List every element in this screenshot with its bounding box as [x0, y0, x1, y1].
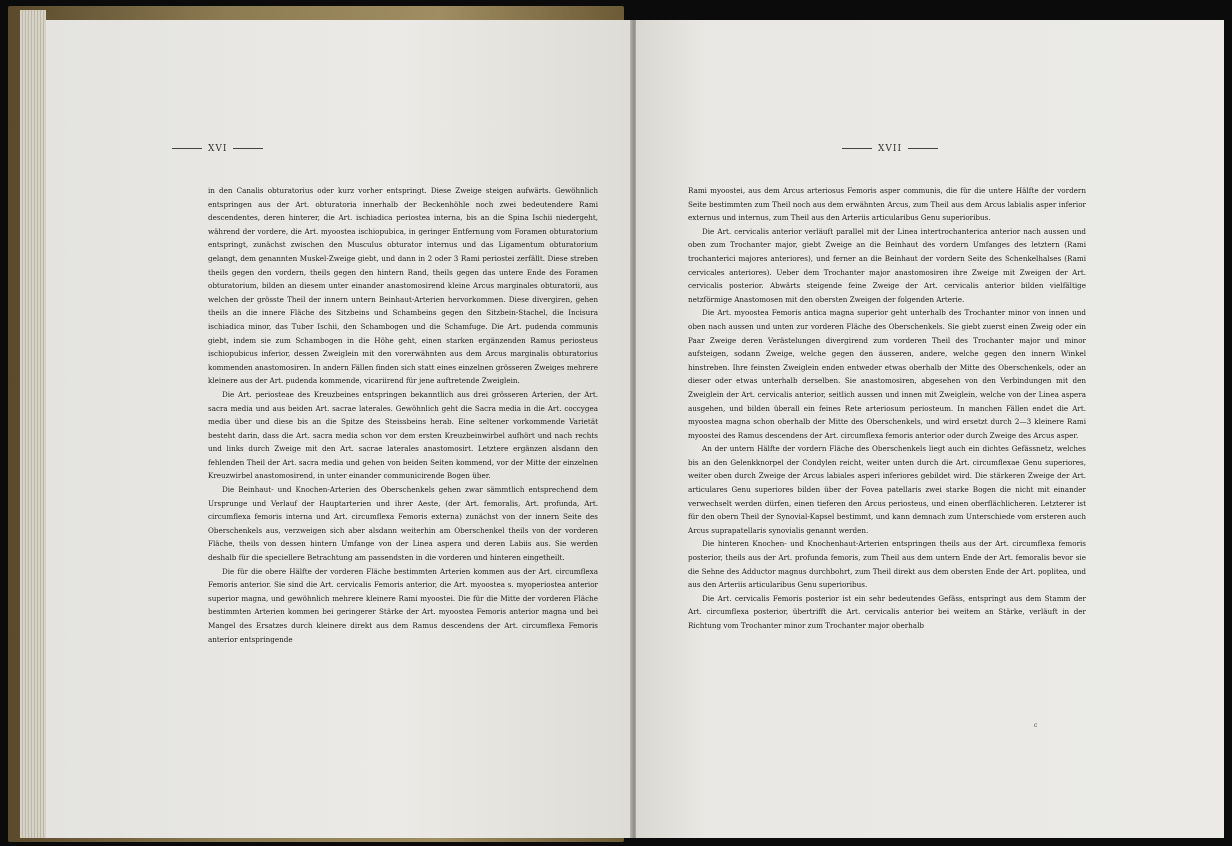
right-paragraph-2: Die Art. cervicalis anterior verläuft parallel mit der Linea intertrochanterica anterior nach aussen und oben zum Trochanter major, giebt Zweige an die Beinhaut des vordern Umfanges des letztern (Rami trochanterici majores anteriores), und ferner an die Beinhaut der vordern Seite des Schenkelhalses (Rami cervicales anteriores). Ueber dem Trochanter major anastomosiren ihre Zweige mit Zweigen der Art. cervicalis posterior. Abwärts steigende feine Zweige der Art. cervicalis anterior bilden vielfältige netzförmige Anastomosen mit den obersten Zweigen der folgenden Arterie.: [688, 226, 1086, 304]
right-page-number: [836, 144, 944, 154]
left-paragraph-3: Die Beinhaut- und Knochen-Arterien des Oberschenkels gehen zwar sämmtlich entsprechend dem Ursprunge und Verlauf der Hauptarterien und ihrer Aeste, (der Art. femoralis, Art. profunda, Art. circumflexa femoris interna und Art. circumflexa Femoris externa) zunächst von der innern Seite des Oberschenkels aus, verzweigen sich aber alsdann weiterhin am Oberschenkel theils von der vorderen Fläche, theils von dessen hintern Umfange von der Linea aspera und deren Labiis aus. Sie werden deshalb für die speciellere Betrachtung am passendsten in die vorderen und hinteren eingetheilt.: [208, 485, 598, 563]
right-paragraph-4: An der untern Hälfte der vordern Fläche des Oberschenkels liegt auch ein dichtes Gefässnetz, welches bis an den Gelenkknorpel der Condylen reicht, weiter unten durch die Art. circumflexae Genu superiores, weiter oben durch Zweige der Arcus labiales asperi inferiores gebildet wird. Die stärkeren Zweige der Art. articulares Genu superiores bilden über der Fovea patellaris zwei starke Bogen die nicht mit einander verwechselt werden dürfen, einen tieferen den Arcus periosteus, und einen oberflächlicheren. Letzterer ist für den obern Theil der Synovial-Kapsel bestimmt, und kann demnach zum Unterschiede vom ersteren auch Arcus suprapatellaris synovialis genannt werden.: [688, 444, 1086, 535]
page-number-rule: [233, 148, 263, 149]
right-page-body: [688, 184, 1086, 633]
right-paragraph-1: Rami myoostei, aus dem Arcus arteriosus Femoris asper communis, die für die untere Hälfte der vordern Seite bestimmten zum Theil noch aus dem erwähnten Arcus, zum Theil aus dem Arcus labialis asper inferior externus und internus, zum Theil aus den Arteriis articularibus Genu superioribus.: [688, 186, 1086, 223]
right-page-number-text: XVII: [878, 144, 903, 154]
right-paragraph-5: Die hinteren Knochen- und Knochenhaut-Arterien entspringen theils aus der Art. circumflexa femoris posterior, theils aus der Art. profunda femoris, zum Theil aus dem untern Ende der Art. femoralis bevor sie die Sehne des Adductor magnus durchbohrt, zum Theil direkt aus dem obersten Ende der Art. poplitea, und aus den Arteriis articularibus Genu superioribus.: [688, 539, 1086, 590]
right-paragraph-6: Die Art. cervicalis Femoris posterior ist ein sehr bedeutendes Gefäss, entspringt aus dem Stamm der Art. circumflexa posterior, übertrifft die Art. cervicalis anterior bei weitem an Stärke, verläuft in der Richtung vom Trochanter minor zum Trochanter major oberhalb: [688, 593, 1086, 630]
left-page-body: [208, 184, 598, 646]
right-paragraph-3: Die Art. myoostea Femoris antica magna superior geht unterhalb des Trochanter minor von innen und oben nach aussen und unten zur vorderen Fläche des Oberschenkels. Sie giebt zuerst einen Zweig oder ein Paar Zweige deren Verästelungen divergirend zum vorderen Theil des Trochanter major und minor aufsteigen, sodann Zweige, welche gegen den äusseren, andere, welche gegen den innern Winkel hinstreben. Ihre feinsten Zweiglein enden entweder etwas oberhalb der Mitte des Oberschenkels, oder an dieser oder etwas unterhalb derselben. Sie anastomosiren, abgesehen von den Verbindungen mit den Zweiglein der Art. cervicalis anterior, seitlich aussen und innen mit Zweiglein, welche von der Linea aspera ausgehen, und bilden überall ein feines Rete arteriosum periosteum. In manchen Fällen endet die Art. myoostea magna schon oberhalb der Mitte des Oberschenkels, und wird ersetzt durch 2—3 kleinere Rami myoostei des Ramus descendens der Art. circumflexa femoris anterior oder durch Zweige des Arcus asper.: [688, 308, 1086, 440]
left-page-number: [166, 144, 269, 154]
page-number-rule: [842, 148, 872, 149]
left-page: [46, 20, 632, 838]
page-number-rule: [172, 148, 202, 149]
right-page: [636, 20, 1224, 838]
signature-mark: c: [1034, 722, 1038, 729]
page-edge-stack: [20, 10, 46, 838]
page-number-rule: [908, 148, 938, 149]
left-paragraph-4: Die für die obere Hälfte der vorderen Fläche bestimmten Arterien kommen aus der Art. circumflexa Femoris anterior. Sie sind die Art. cervicalis Femoris anterior, die Art. myoostea s. myoperiostea anterior superior magna, und gewöhnlich mehrere kleinere Rami myoostei. Die für die Mitte der vorderen Fläche bestimmten Arterien kommen bei geringerer Stärke der Art. myoostea Femoris anterior magna und bei Mangel des Ersatzes durch kleinere direkt aus dem Ramus descendens der Art. circumflexa Femoris anterior entspringende: [208, 566, 598, 644]
left-paragraph-2: Die Art. periosteae des Kreuzbeines entspringen bekanntlich aus drei grösseren Arterien, der Art. sacra media und aus beiden Art. sacrae laterales. Gewöhnlich geht die Sacra media in die Art. coccygea media über und diese bis an die Spitze des Steissbeins herab. Eine seltener vorkommende Varietät besteht darin, dass die Art. sacra media schon vor dem ersten Kreuzbeinwirbel aufhört und nach rechts und links durch Zweige mit den Art. sacrae laterales anastomosirt. Letztere ergänzen alsdann den fehlenden Theil der Art. sacra media und gehen von beiden Seiten kommend, vor der Mitte der einzelnen Kreuzwirbel anastomosirend, in unter einander communicirende Bogen über.: [208, 389, 598, 481]
left-paragraph-1: in den Canalis obturatorius oder kurz vorher entspringt. Diese Zweige steigen aufwärts. Gewöhnlich entspringen aus der Art. obturatoria innerhalb der Beckenhöhle noch zwei bedeutendere Rami descendentes, deren hinterer, die Art. ischiadica periostea interna, bis an die Spina Ischii niedergeht, während der vordere, die Art. myoostea ischiopubica, in geringer Entfernung vom Foramen obturatorium entspringt, zunächst zwischen den Musculus obturator internus und das Ligamentum obturatorium gelangt, dem genannten Muskel-Zweige giebt, und dann in 2 oder 3 Rami periostei zerfällt. Diese streben theils gegen den vordern, theils gegen den hintern Rand, theils gegen das untere Ende des Foramen obturatorium, bilden an diesem unter einander anastomosirend kleine Arcus marginales obturatorii, aus welchen der grösste Theil der innern untern Beinhaut-Arterien hervorkommen. Diese divergiren, gehen theils an die innere Fläche des Sitzbeins und Schambeins gegen den Sitzbein-Stachel, die Incisura ischiadica minor, das Tuber Ischii, den Schambogen und die Schamfuge. Die Art. pudenda communis giebt, indem sie zum Schambogen in die Höhe geht, einen starken ergänzenden Ramus periosteus ischiopubicus inferior, dessen Zweiglein mit den vorerwähnten aus dem Arcus marginalis obturatorius kommenden anastomosiren. In andern Fällen finden sich statt eines einzelnen grösseren Zweiges mehrere kleinere aus der Art. pudenda kommende, vicariirend für jene auftretende Zweiglein.: [208, 186, 598, 386]
left-page-number-text: XVI: [208, 144, 228, 154]
